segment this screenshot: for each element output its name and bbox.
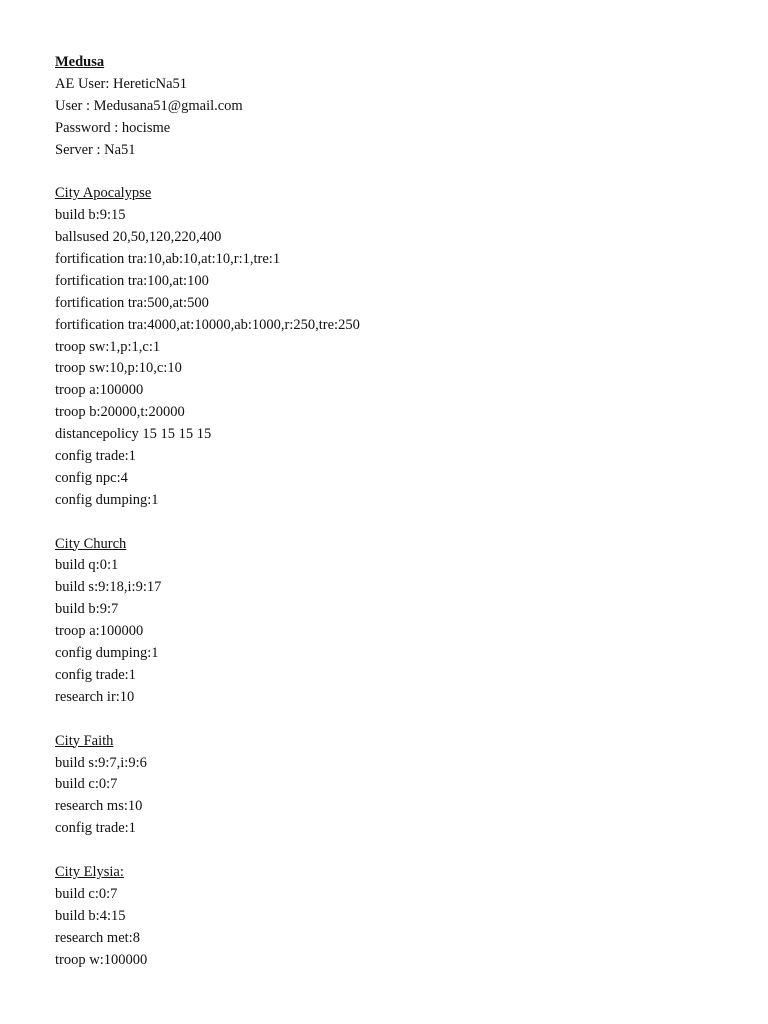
password-line: Password : hocisme (55, 119, 171, 136)
command-line: fortification tra:100,at:100 (55, 272, 209, 289)
blank-line (55, 709, 735, 731)
command-line: build c:0:7 (55, 776, 118, 793)
command-line: build b:9:15 (55, 207, 126, 224)
command-line: research met:8 (55, 929, 140, 946)
command-line: fortification tra:4000,at:10000,ab:1000,r:250,tre:250 (55, 316, 360, 333)
ae-user-line: AE User: HereticNa51 (55, 75, 188, 92)
command-line: config trade:1 (55, 666, 136, 683)
command-line: build q:0:1 (55, 557, 119, 574)
command-line: build s:9:18,i:9:17 (55, 579, 162, 596)
command-line: fortification tra:10,ab:10,at:10,r:1,tre:1 (55, 251, 281, 268)
blank-line (55, 161, 735, 183)
command-line: troop a:100000 (55, 623, 144, 640)
command-line: build s:9:7,i:9:6 (55, 754, 147, 771)
command-line: research ir:10 (55, 688, 135, 705)
command-line: config dumping:1 (55, 491, 159, 508)
command-line: config dumping:1 (55, 645, 159, 662)
document-page (55, 52, 735, 971)
command-line: troop a:100000 (55, 382, 144, 399)
section-city-elysia (55, 862, 735, 971)
command-line: ballsused 20,50,120,220,400 (55, 229, 222, 246)
command-line: troop sw:10,p:10,c:10 (55, 360, 182, 377)
command-line: build b:9:7 (55, 601, 119, 618)
server-line: Server : Na51 (55, 141, 136, 158)
user-email-line: User : Medusana51@gmail.com (55, 97, 243, 114)
section-heading: City Church (55, 535, 127, 552)
command-line: troop b:20000,t:20000 (55, 404, 185, 421)
document-title: Medusa (55, 54, 105, 70)
blank-line (55, 840, 735, 862)
section-heading: City Apocalypse (55, 185, 152, 202)
account-block (55, 74, 735, 162)
command-line: troop w:100000 (55, 951, 148, 968)
command-line: distancepolicy 15 15 15 15 (55, 426, 212, 443)
command-line: build b:4:15 (55, 907, 126, 924)
section-city-apocalypse (55, 183, 735, 511)
command-line: config trade:1 (55, 448, 136, 465)
section-city-church (55, 534, 735, 709)
section-heading: City Elysia: (55, 863, 124, 880)
command-line: fortification tra:500,at:500 (55, 294, 209, 311)
command-line: config npc:4 (55, 469, 128, 486)
section-city-faith (55, 731, 735, 840)
command-line: config trade:1 (55, 820, 136, 837)
command-line: research ms:10 (55, 798, 143, 815)
blank-line (55, 512, 735, 534)
section-heading: City Faith (55, 732, 114, 749)
command-line: build c:0:7 (55, 885, 118, 902)
command-line: troop sw:1,p:1,c:1 (55, 338, 161, 355)
